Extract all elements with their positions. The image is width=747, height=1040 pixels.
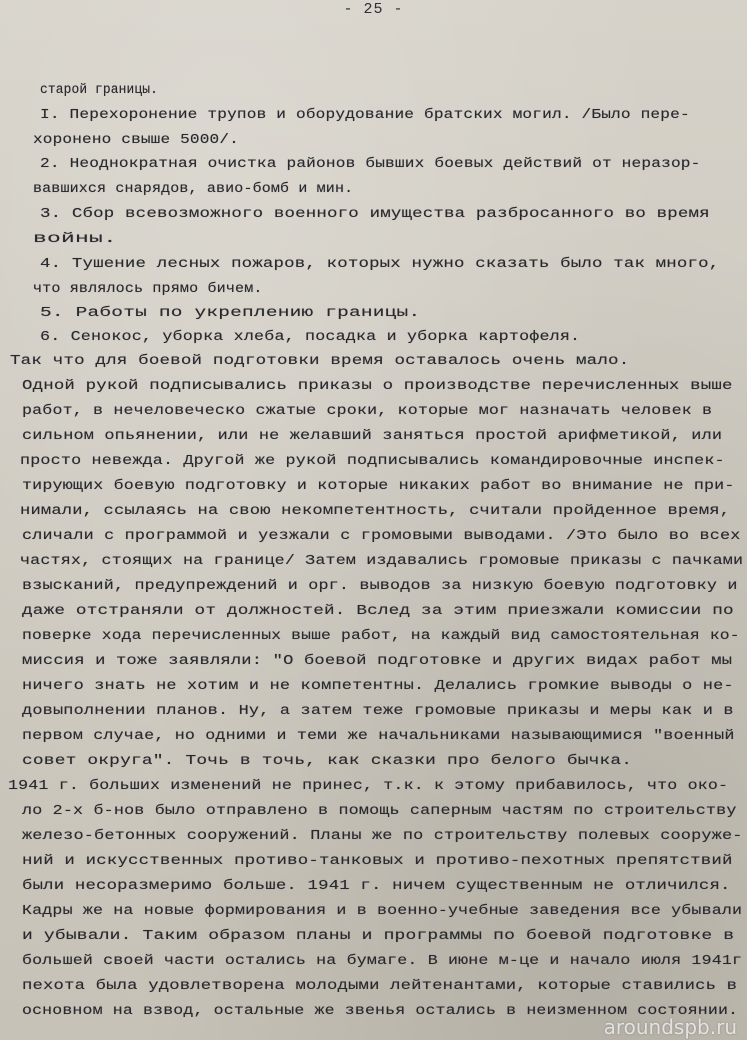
page-number: - 25 -: [343, 1, 404, 18]
text-line: совет округа". Точь в точь, как сказки про белого бычка.: [22, 753, 633, 769]
text-line: тирующих боевую подготовку и которые никаких работ во внимание не при-: [22, 478, 735, 494]
text-line: железо-бетонных сооружений. Планы же по строительству полевых сооруже-: [22, 828, 743, 844]
text-line: вавшихся снарядов, авио-бомб и мин.: [33, 181, 354, 197]
text-line: были несоразмеримо больше. 1941 г. ничем существенным не отличился.: [22, 878, 731, 894]
text-line: 6. Сенокос, уборка хлеба, посадка и уборка картофеля.: [40, 329, 581, 345]
text-line: сличали с программой и уезжали с громовыми выводами. /Это было во всех: [22, 528, 741, 544]
text-line: 3. Сбор всевозможного военного имущества разбросанного во время: [40, 206, 710, 222]
text-line: взысканий, предупреждений и орг. выводов за низкую боевую подготовку и: [22, 578, 738, 594]
text-line: I. Перехоронение трупов и оборудование братских могил. /Было пере-: [40, 107, 690, 123]
text-line: миссия и тоже заявляли: "О боевой подготовке и других видах работ мы: [22, 653, 733, 669]
text-line: 4. Тушение лесных пожаров, которых нужно сказать было так много,: [40, 256, 720, 272]
text-line: 5. Работы по укреплению границы.: [40, 305, 421, 321]
text-line: первом случае, но одними и теми же начальниками называющимися "военный: [22, 728, 735, 744]
text-line: пехота была удовлетворена молодыми лейтенантами, которые ставились в: [22, 978, 738, 994]
text-line: просто невежда. Другой же рукой подписывались командировочные инспек-: [20, 453, 725, 469]
text-line: 2. Неоднократная очистка районов бывших боевых действий от неразор-: [40, 156, 701, 172]
text-line: довыполнении планов. Ну, а затем теже громовые приказы и меры как и в: [22, 703, 734, 719]
text-line: Одной рукой подписывались приказы о производстве перечисленных выше: [22, 378, 733, 394]
text-line: работ, в нечеловеческо сжатые сроки, которые мог назначать человек в: [22, 403, 713, 419]
text-line: старой границы.: [40, 82, 158, 98]
text-line: войны.: [33, 231, 117, 247]
text-line: 1941 г. больших изменений не принес, т.к. к этому прибавилось, что око-: [8, 778, 729, 794]
text-line: ничего знать не хотим и не компетентны. Делались громкие выводы о не-: [22, 678, 734, 694]
text-line: поверке хода перечисленных выше работ, на каждый вид самостоятельная ко-: [22, 628, 740, 644]
text-line: даже отстраняли от должностей. Вслед за этим приезжали комиссии по: [22, 603, 734, 619]
text-line: Так что для боевой подготовки время оставалось очень мало.: [10, 353, 630, 369]
watermark: aroundspb.ru: [603, 1015, 737, 1039]
text-line: большей своей части остались на бумаге. В июне м-це и начало июля 1941г: [22, 953, 743, 969]
text-line: что являлось прямо бичем.: [33, 281, 263, 297]
text-line: сильном опьянении, или не желавший заняться простой арифметикой, или: [22, 428, 723, 444]
text-line: основном на взвод, остальные же звенья остались в неизменном состоянии.: [22, 1003, 739, 1019]
text-line: хоронено свыше 5000/.: [33, 132, 239, 148]
text-line: нимали, ссылаясь на свою некомпетентность, считали пройденное время,: [20, 503, 731, 519]
text-line: и убывали. Таким образом планы и программы по боевой подготовке в: [22, 928, 735, 944]
text-line: ло 2-х б-нов было отправлено в помощь саперным частям по строительству: [22, 803, 737, 819]
text-line: Кадры же на новые формирования и в военно-учебные заведения все убывали: [22, 903, 743, 919]
text-line: частях, стоящих на границе/ Затем издавались громовые приказы с пачками: [20, 553, 744, 569]
text-line: ний и искусственных противо-танковых и противо-пехотных препятствий: [22, 853, 733, 869]
